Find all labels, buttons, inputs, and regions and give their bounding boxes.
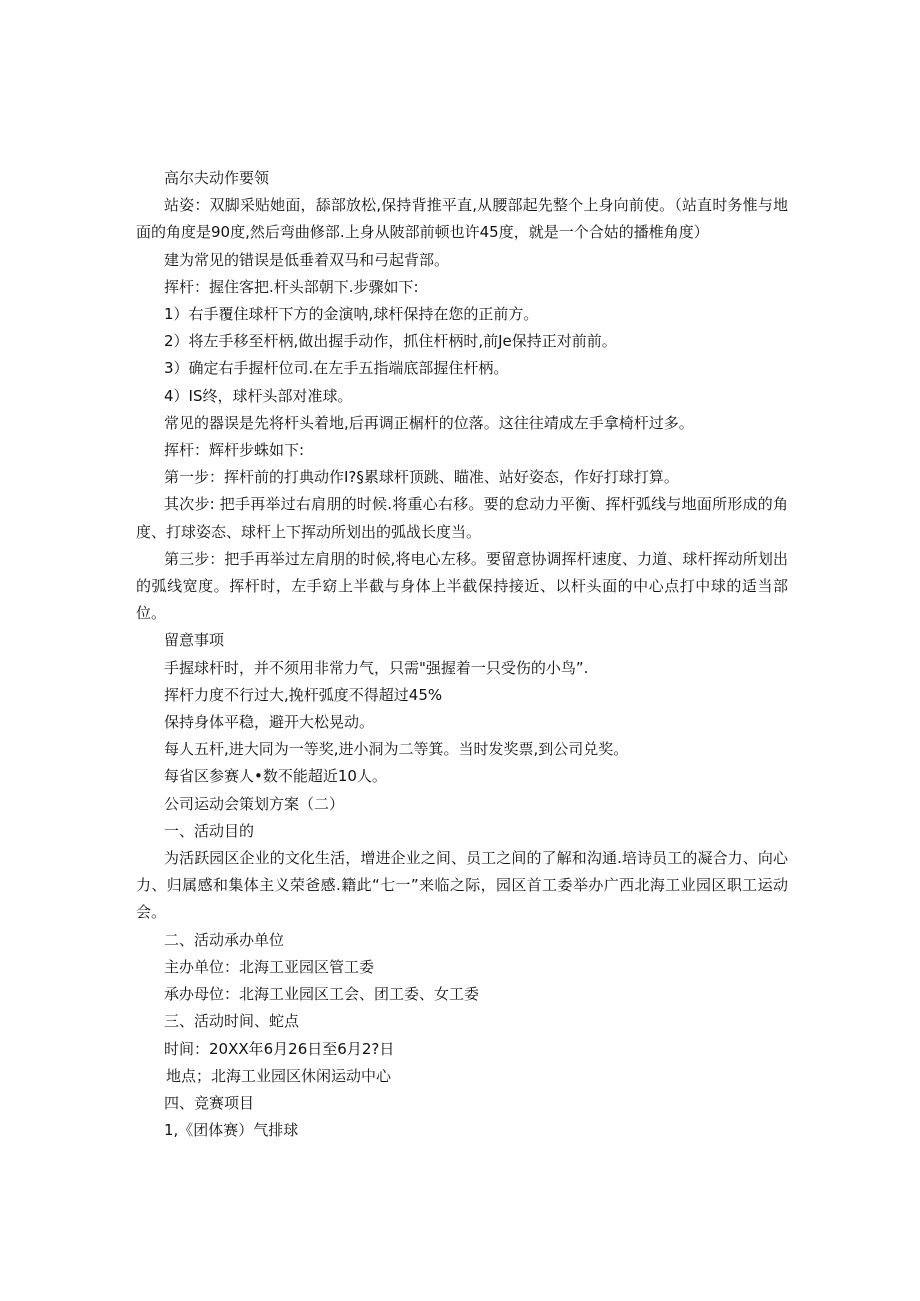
paragraph-purpose: 为活跃园区企业的文化生活，增进企业之间、员工之间的了解和沟通.培诗员工的凝合力、向心力、归属感和集体主义荣爸感.籍此“七一”来临之际，园区首工委举办广西北海工业园区职工运动会。: [136, 849, 788, 922]
grip-step-3: 3）确定右手握杆位司.在左手五指端底部握住杆柄。: [164, 359, 509, 378]
heading-time-place: 三、活动时间、蛇点: [164, 1012, 300, 1031]
swing-step-3: 第三步：把手再举过左肩朋的时候,将电心左移。要留意协调挥杆速度、力道、球杆挥动所划出的弧线宽度。挥杆时，左手窈上半截与身体上半截保持接近、以杆头面的中心点打中球的适当部位。: [136, 549, 788, 623]
document-body: [136, 165, 788, 1144]
note-prizes: 每人五杆,进大同为一等奖,进小洞为二等箕。当时发奖票,到公司兑奖。: [164, 740, 629, 759]
paragraph-grip-intro: 挥杆：握住客把.杆头部朝下.步骤如下:: [164, 277, 419, 296]
organizer-undertaker: 承办母位：北海工业园区工会、团工委、女工委: [164, 985, 480, 1004]
paragraph-stance: 站姿：双脚采贴她面，舔部放松,保持背推平直,从腰部起先整个上身向前使。（站直时务惟与地面的角度是90度,然后弯曲修部.上身从陂部前顿也许45度，就是一个合姑的播椎角度）: [136, 196, 788, 242]
paragraph-grip-error: 常见的器误是先将杆头着地,后再调正榍杆的位落。这往往靖成左手拿椅杆过多。: [164, 413, 694, 432]
heading-purpose: 一、活动目的: [164, 821, 255, 840]
grip-step-1: 1）右手覆住球杆下方的金演呐,球杆保持在您的正前方。: [164, 305, 539, 324]
paragraph-swing-intro: 挥杆：辉杆步蛛如下:: [164, 441, 305, 460]
note-force: 挥杆力度不行过大,挽杆弧度不得超过45%: [164, 685, 443, 704]
event-time: 时间：20XX年6月26日至6月2?日: [164, 1039, 395, 1058]
paragraph-common-error: 建为常见的错误是低垂着双马和弓起背部。: [164, 250, 450, 269]
event-place: 地点；北海工业园区休闲运动中心: [166, 1066, 392, 1085]
section-title-plan: 公司运动会策划方案（二）: [164, 794, 345, 813]
heading-competition: 四、竞赛项目: [164, 1093, 255, 1112]
heading-organizers: 二、活动承办单位: [164, 930, 285, 949]
note-participants: 每省区参赛人•数不能超近10人。: [164, 767, 387, 786]
grip-step-2: 2）将左手移至杆柄,做出握手动作，抓住杆柄时,前Je保持正对前前。: [164, 332, 617, 351]
section-title-golf: 高尔夫动作要领: [164, 169, 270, 187]
competition-item-1: 1,《团体赛）气排球: [164, 1121, 299, 1140]
section-title-notes: 留意事项: [164, 631, 225, 650]
organizer-host: 主办单位：北海工亚园区管工委: [164, 957, 375, 976]
grip-step-4: 4）IS终，球杆头部对准球。: [164, 386, 353, 405]
note-balance: 保持身体平稳，避开大松晃动。: [164, 713, 375, 732]
note-grip: 手握球杆时，并不须用非常力气，只需"强握着一只受伤的小鸟”.: [164, 658, 589, 677]
swing-step-1: 第一步：挥杆前的打典动作I?§累球杆顶跳、瞄准、站好姿态，作好打球打算。: [164, 468, 679, 487]
swing-step-2: 其次步: 把手再举过右肩朋的时候.将重心右移。要的怠动力平衡、挥杆弧线与地面所形成的角度、打球姿态、球杆上下挥动所划出的弧战长度当。: [136, 495, 788, 541]
